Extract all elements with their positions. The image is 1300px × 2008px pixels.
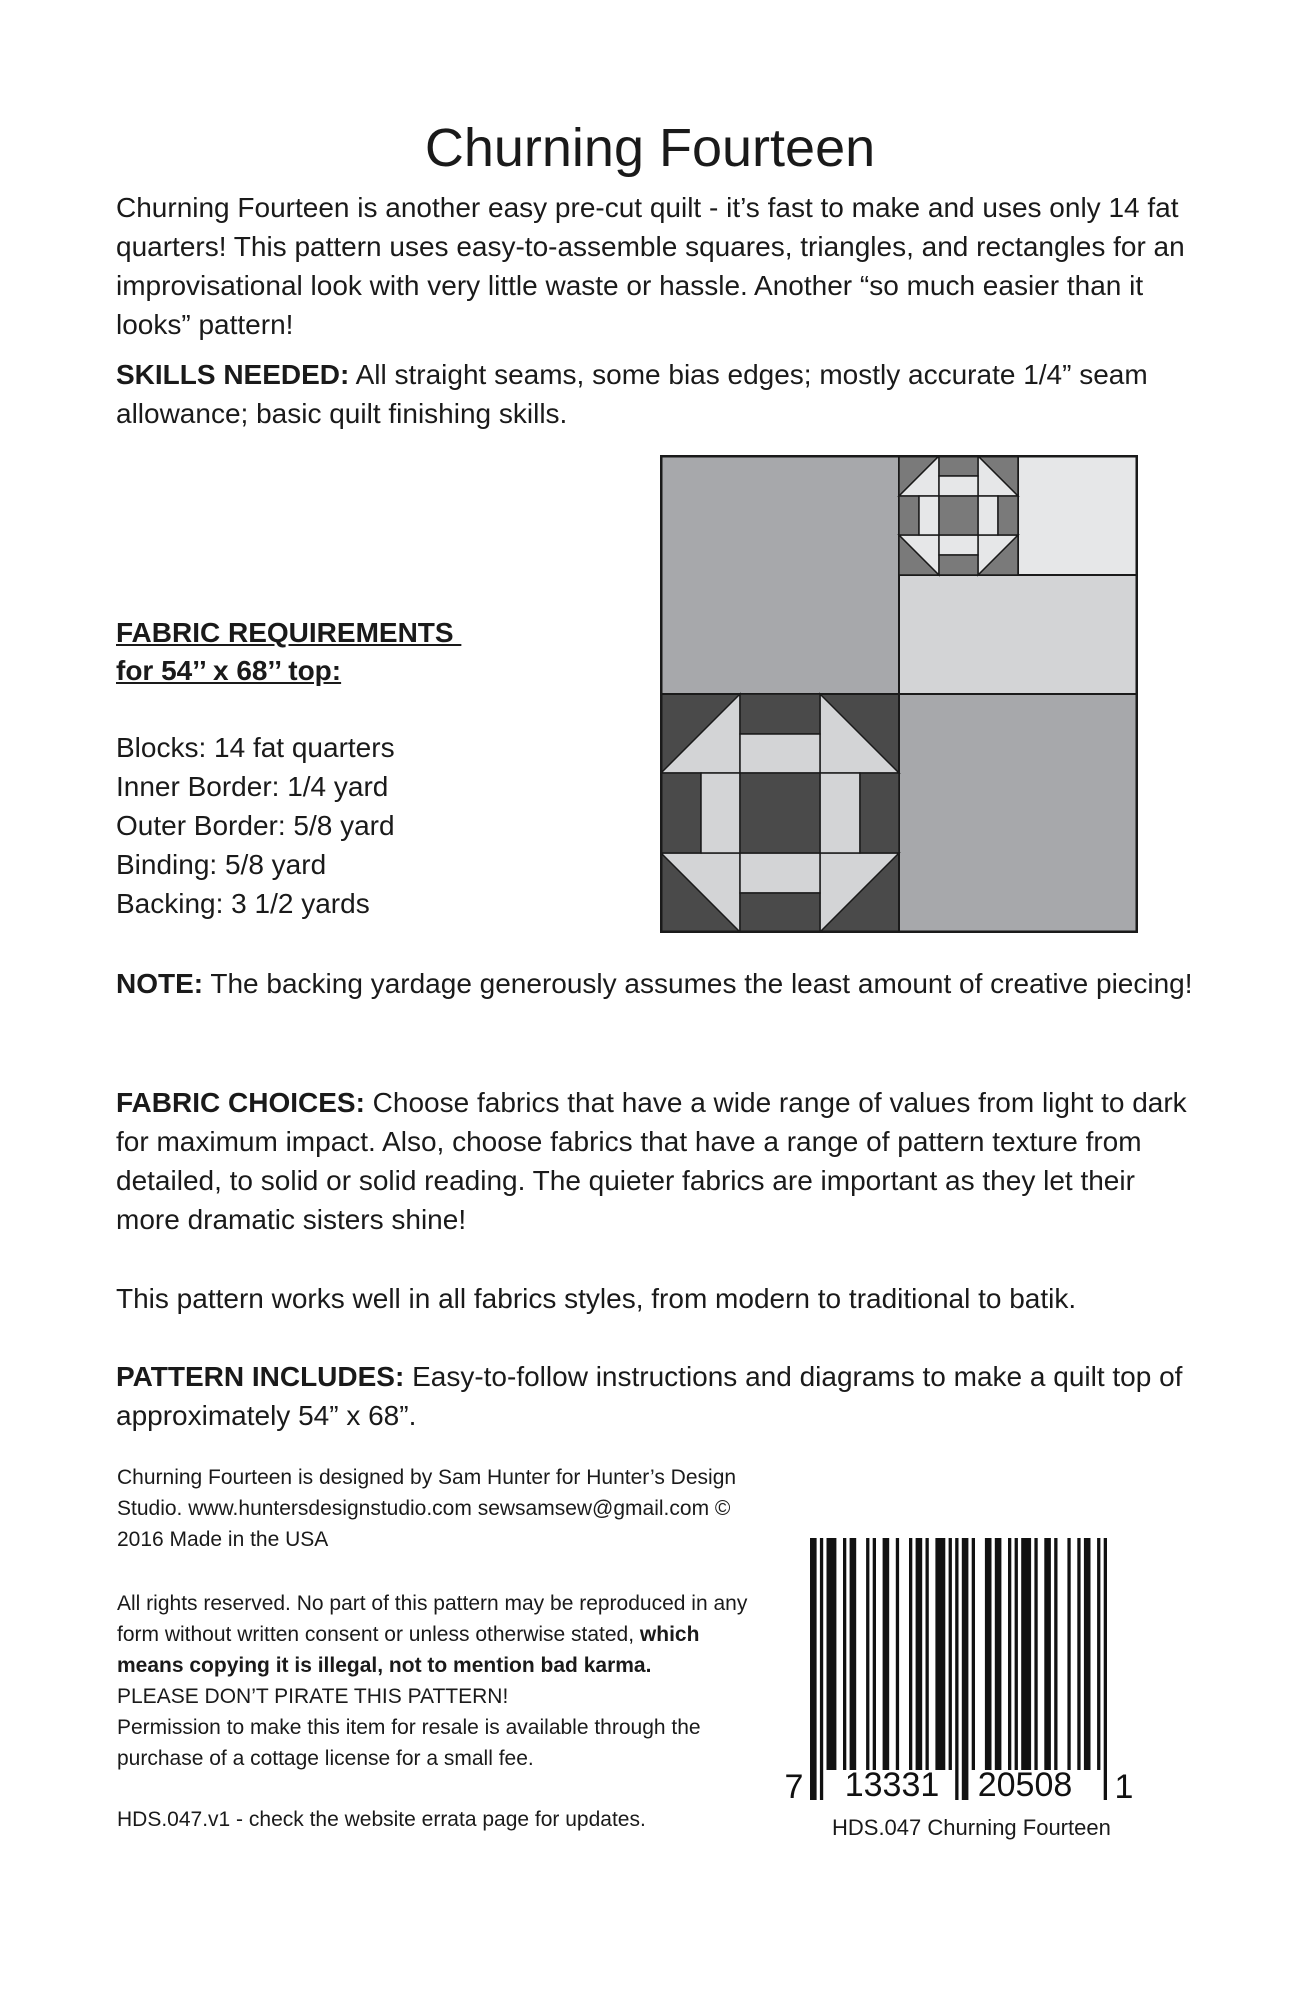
- note-paragraph: [116, 964, 1196, 1003]
- barcode-bar: [1044, 1538, 1051, 1770]
- barcode-bar: [955, 1538, 958, 1800]
- barcode-bar: [926, 1538, 929, 1770]
- skills-text: All straight seams, some bias edges; mostly accurate 1/4” seam allowance; basic quilt finishing skills.: [116, 359, 1148, 429]
- barcode: [780, 1538, 1140, 1808]
- quilt-patch-top-left: [661, 456, 899, 694]
- intro-paragraph: Churning Fourteen is another easy pre-cut quilt - it’s fast to make and uses only 14 fat quarters! This pattern uses easy-to-assemble squares, triangles, and rectangles for an improvisational look with very little waste or hassle. Another “so much easier than it looks” pattern!: [116, 192, 1185, 340]
- quilt-diagram: [660, 455, 1138, 933]
- barcode-bar: [896, 1538, 899, 1770]
- fabric-heading-line2: for 54’’ x 68’’ top:: [116, 655, 342, 686]
- barcode-digit-left: 7: [784, 1768, 804, 1806]
- fabric-item-outer-border: Outer Border: 5/8 yard: [116, 810, 395, 841]
- pattern-includes-text: Easy-to-follow instructions and diagrams to make a quilt top of approximately 54” x 68”.: [116, 1361, 1183, 1431]
- fabric-requirements-list: [116, 728, 395, 923]
- barcode-bar: [873, 1538, 876, 1770]
- barcode-bar: [1015, 1538, 1018, 1770]
- fabric-requirements-heading: [116, 614, 461, 690]
- barcode-bar: [1021, 1538, 1031, 1770]
- pirate-warning: PLEASE DON’T PIRATE THIS PATTERN!: [117, 1685, 509, 1708]
- barcode-bar: [909, 1538, 912, 1770]
- barcode-bar: [820, 1538, 823, 1800]
- rights-notice: [117, 1588, 757, 1774]
- fabric-item-backing: Backing: 3 1/2 yards: [116, 888, 370, 919]
- barcode-bar: [949, 1538, 952, 1770]
- barcode-bar: [866, 1538, 869, 1770]
- barcode-bar: [1097, 1538, 1100, 1770]
- fabric-choices-paragraph: [116, 1083, 1196, 1239]
- version-note: HDS.047.v1 - check the website errata page for updates.: [117, 1808, 646, 1831]
- barcode-bar: [1054, 1538, 1057, 1770]
- barcode-bar: [1008, 1538, 1011, 1770]
- note-label: NOTE:: [116, 968, 204, 999]
- skills-label: SKILLS NEEDED:: [116, 359, 350, 390]
- barcode-group-right: 20508: [977, 1766, 1073, 1804]
- fabric-item-binding: Binding: 5/8 yard: [116, 849, 327, 880]
- barcode-bar: [843, 1538, 846, 1770]
- barcode-bar: [1067, 1538, 1070, 1770]
- note-text: The backing yardage generously assumes the least amount of creative piecing!: [203, 968, 1193, 999]
- barcode-caption: HDS.047 Churning Fourteen: [832, 1815, 1111, 1840]
- fabric-heading-line1: FABRIC REQUIREMENTS: [116, 617, 462, 648]
- rights-bold-text: which means copying it is illegal, not to mention bad karma.: [117, 1623, 700, 1677]
- barcode-bar: [1034, 1538, 1037, 1770]
- quilt-patch-bottom-right: [899, 694, 1137, 932]
- pattern-includes-label: PATTERN INCLUDES:: [116, 1361, 405, 1392]
- fabric-item-inner-border: Inner Border: 1/4 yard: [116, 771, 389, 802]
- rights-text: All rights reserved. No part of this pattern may be reproduced in any form without written consent or unless otherwise stated,: [117, 1592, 748, 1646]
- barcode-bar: [1104, 1538, 1107, 1800]
- barcode-bar: [1084, 1538, 1091, 1770]
- works-well-paragraph: This pattern works well in all fabrics styles, from modern to traditional to batik.: [116, 1283, 1077, 1314]
- barcode-bar: [827, 1538, 837, 1770]
- small-churn-dash-block: [899, 456, 1018, 575]
- barcode-bar: [995, 1538, 1002, 1770]
- fabric-item-blocks: Blocks: 14 fat quarters: [116, 732, 395, 763]
- quilt-patch-mid-right: [899, 575, 1137, 694]
- barcode-bar: [810, 1538, 817, 1800]
- page-title: Churning Fourteen: [424, 118, 876, 178]
- credits-text: Churning Fourteen is designed by Sam Hunter for Hunter’s Design Studio. www.huntersdesignstudio.com sewsamsew@gmail.com © 2016 Made in the USA: [117, 1466, 737, 1551]
- barcode-bar: [916, 1538, 923, 1770]
- barcode-bar: [935, 1538, 945, 1770]
- barcode-bars: [810, 1538, 1107, 1800]
- barcode-bar: [1077, 1538, 1080, 1770]
- barcode-bar: [883, 1538, 890, 1770]
- barcode-bar: [850, 1538, 857, 1770]
- barcode-bar: [972, 1538, 975, 1770]
- barcode-bar: [985, 1538, 992, 1770]
- barcode-bar: [962, 1538, 969, 1800]
- fabric-choices-text: Choose fabrics that have a wide range of values from light to dark for maximum impact. Also, choose fabrics that have a range of pattern texture from detailed, to solid or solid reading. The quieter fabrics are important as they let their more dramatic sisters shine!: [116, 1087, 1187, 1235]
- skills-paragraph: [116, 355, 1196, 433]
- large-churn-dash-block: [661, 694, 899, 932]
- barcode-group-left: 13331: [844, 1766, 940, 1804]
- pattern-includes-paragraph: [116, 1357, 1196, 1435]
- license-note: Permission to make this item for resale is available through the purchase of a cottage license for a small fee.: [117, 1716, 701, 1770]
- barcode-digit-right: 1: [1114, 1768, 1134, 1806]
- fabric-choices-label: FABRIC CHOICES:: [116, 1087, 365, 1118]
